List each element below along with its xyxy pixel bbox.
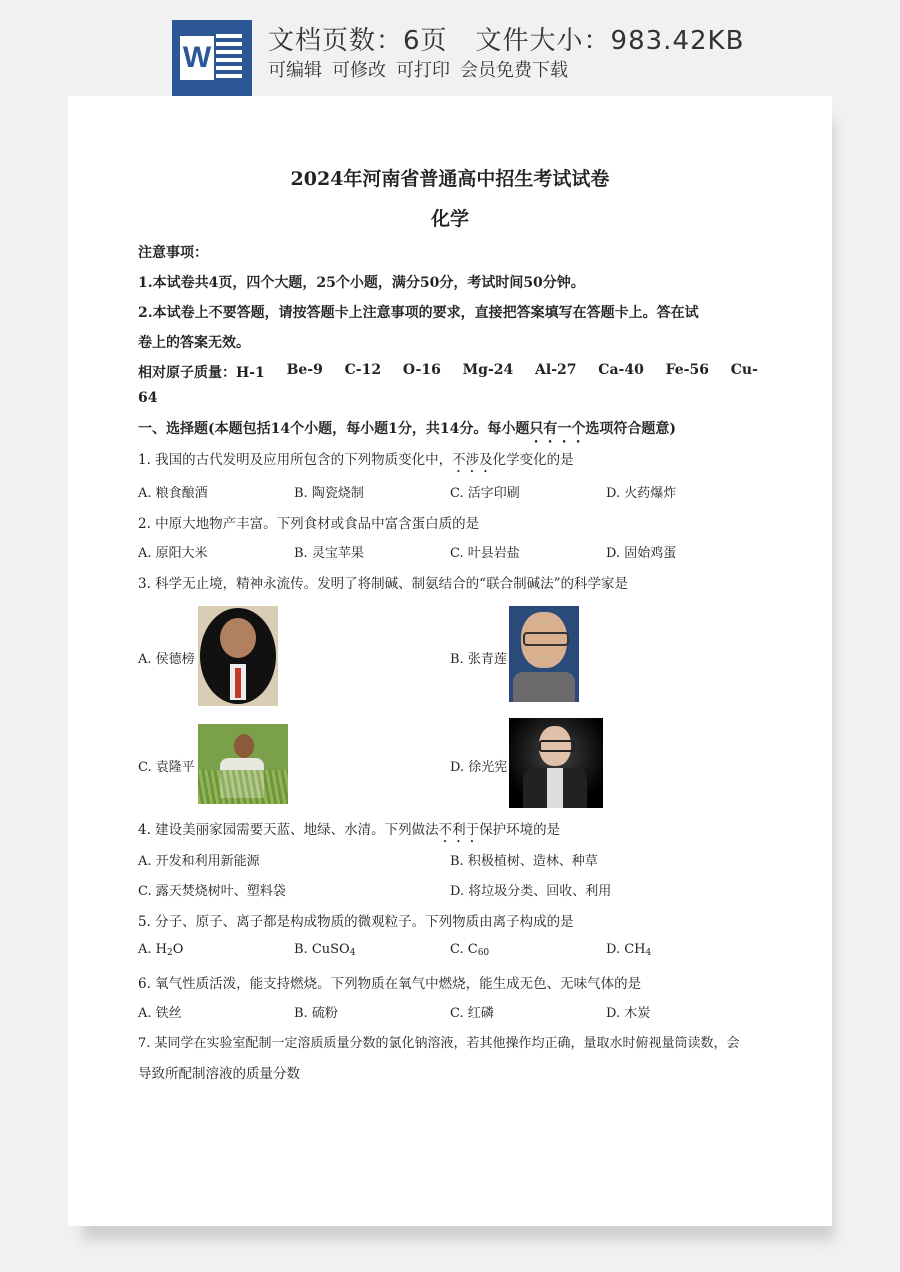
q2-option-c: C. 叶县岩盐 — [450, 546, 520, 561]
q6-option-d: D. 木炭 — [606, 1006, 651, 1021]
file-info-banner — [0, 0, 900, 96]
q6-option-b: B. 硫粉 — [294, 1006, 338, 1021]
file-size-label: 文件大小：983.42KB — [475, 26, 745, 56]
q4-option-c: C. 露天焚烧树叶、塑料袋 — [138, 884, 286, 899]
portrait-xu-guangxian — [509, 718, 603, 808]
question-1: 1. 我国的古代发明及应用所包含的下列物质变化中，不涉及化学变化的是 — [138, 452, 574, 468]
portrait-hou-debang — [198, 606, 278, 706]
portrait-zhang-qinglian — [509, 606, 579, 702]
q2-option-d: D. 固始鸡蛋 — [606, 546, 677, 561]
feature-printable: 可打印 — [396, 60, 450, 81]
q1-option-d: D. 火药爆炸 — [606, 486, 677, 501]
notice-heading: 注意事项： — [138, 245, 208, 261]
atomic-mass-fe: Fe-56 — [665, 362, 709, 378]
section-1-heading: 一、选择题(本题包括14个小题，每小题1分，共14分。每小题只有一个选项符合题意) — [138, 421, 676, 437]
atomic-mass-label: 相对原子质量：H-1 — [138, 365, 265, 381]
word-icon-letter: W — [180, 36, 214, 80]
q5-option-d: D. $CH_4$ — [606, 942, 652, 958]
q3-option-a: A. 侯德榜 — [138, 652, 195, 667]
document-page — [68, 96, 832, 1226]
atomic-mass-wrap: 64 — [138, 390, 158, 406]
q4-option-a: A. 开发和利用新能源 — [138, 854, 260, 869]
q3-option-c: C. 袁隆平 — [138, 760, 195, 775]
feature-modifiable: 可修改 — [332, 60, 386, 81]
question-4: 4. 建设美丽家园需要天蓝、地绿、水清。下列做法不利于保护环境的是 — [138, 822, 561, 838]
q1-option-a: A. 粮食酿酒 — [138, 486, 208, 501]
q3-option-b: B. 张青莲 — [450, 652, 507, 667]
atomic-mass-c: C-12 — [344, 362, 382, 378]
notice-1: 1.本试卷共4页，四个大题，25个小题，满分50分，考试时间50分钟。 — [138, 275, 585, 291]
file-features — [268, 56, 568, 82]
q5-option-c: C. $C_{60}$ — [450, 942, 490, 958]
atomic-masses-row — [138, 362, 758, 382]
file-stats — [268, 20, 744, 57]
atomic-mass-ca: Ca-40 — [598, 362, 644, 378]
q5-option-a: A. $H_2O$ — [138, 942, 184, 958]
question-3: 3. 科学无止境，精神永流传。发明了将制碱、制氨结合的“联合制碱法”的科学家是 — [138, 576, 628, 592]
atomic-mass-be: Be-9 — [286, 362, 323, 378]
question-7-line2: 导致所配制溶液的质量分数 — [138, 1066, 300, 1082]
atomic-mass-o: O-16 — [402, 362, 441, 378]
question-5: 5. 分子、原子、离子都是构成物质的微观粒子。下列物质由离子构成的是 — [138, 914, 574, 930]
atomic-mass-cu: Cu- — [730, 362, 758, 378]
notice-2-line2: 卷上的答案无效。 — [138, 335, 250, 351]
q6-option-c: C. 红磷 — [450, 1006, 494, 1021]
q4-option-d: D. 将垃圾分类、回收、利用 — [450, 884, 612, 899]
q4-option-b: B. 积极植树、造林、种草 — [450, 854, 598, 869]
q1-option-c: C. 活字印刷 — [450, 486, 520, 501]
q1-option-b: B. 陶瓷烧制 — [294, 486, 364, 501]
notice-2-line1: 2.本试卷上不要答题，请按答题卡上注意事项的要求，直接把答案填写在答题卡上。答在试 — [138, 305, 699, 321]
exam-title: 2024年河南省普通高中招生考试试卷 — [290, 168, 610, 190]
portrait-yuan-longping — [198, 724, 288, 804]
q6-option-a: A. 铁丝 — [138, 1006, 182, 1021]
question-6: 6. 氧气性质活泼，能支持燃烧。下列物质在氧气中燃烧，能生成无色、无味气体的是 — [138, 976, 642, 992]
q2-option-a: A. 原阳大米 — [138, 546, 208, 561]
atomic-mass-mg: Mg-24 — [462, 362, 514, 378]
feature-member-download: 会员免费下载 — [460, 60, 568, 81]
q5-option-b: B. CuSO$_4$ — [294, 942, 356, 958]
question-2: 2. 中原大地物产丰富。下列食材或食品中富含蛋白质的是 — [138, 516, 480, 532]
word-document-icon — [172, 20, 252, 96]
page-count-label: 文档页数：6页 — [268, 26, 448, 56]
feature-editable: 可编辑 — [268, 60, 322, 81]
q3-option-d: D. 徐光宪 — [450, 760, 508, 775]
question-7-line1: 7. 某同学在实验室配制一定溶质质量分数的氯化钠溶液，若其他操作均正确，量取水时俯视量筒读数，会 — [138, 1036, 740, 1051]
atomic-mass-al: Al-27 — [535, 362, 577, 378]
q2-option-b: B. 灵宝苹果 — [294, 546, 364, 561]
exam-subject: 化学 — [430, 208, 469, 230]
